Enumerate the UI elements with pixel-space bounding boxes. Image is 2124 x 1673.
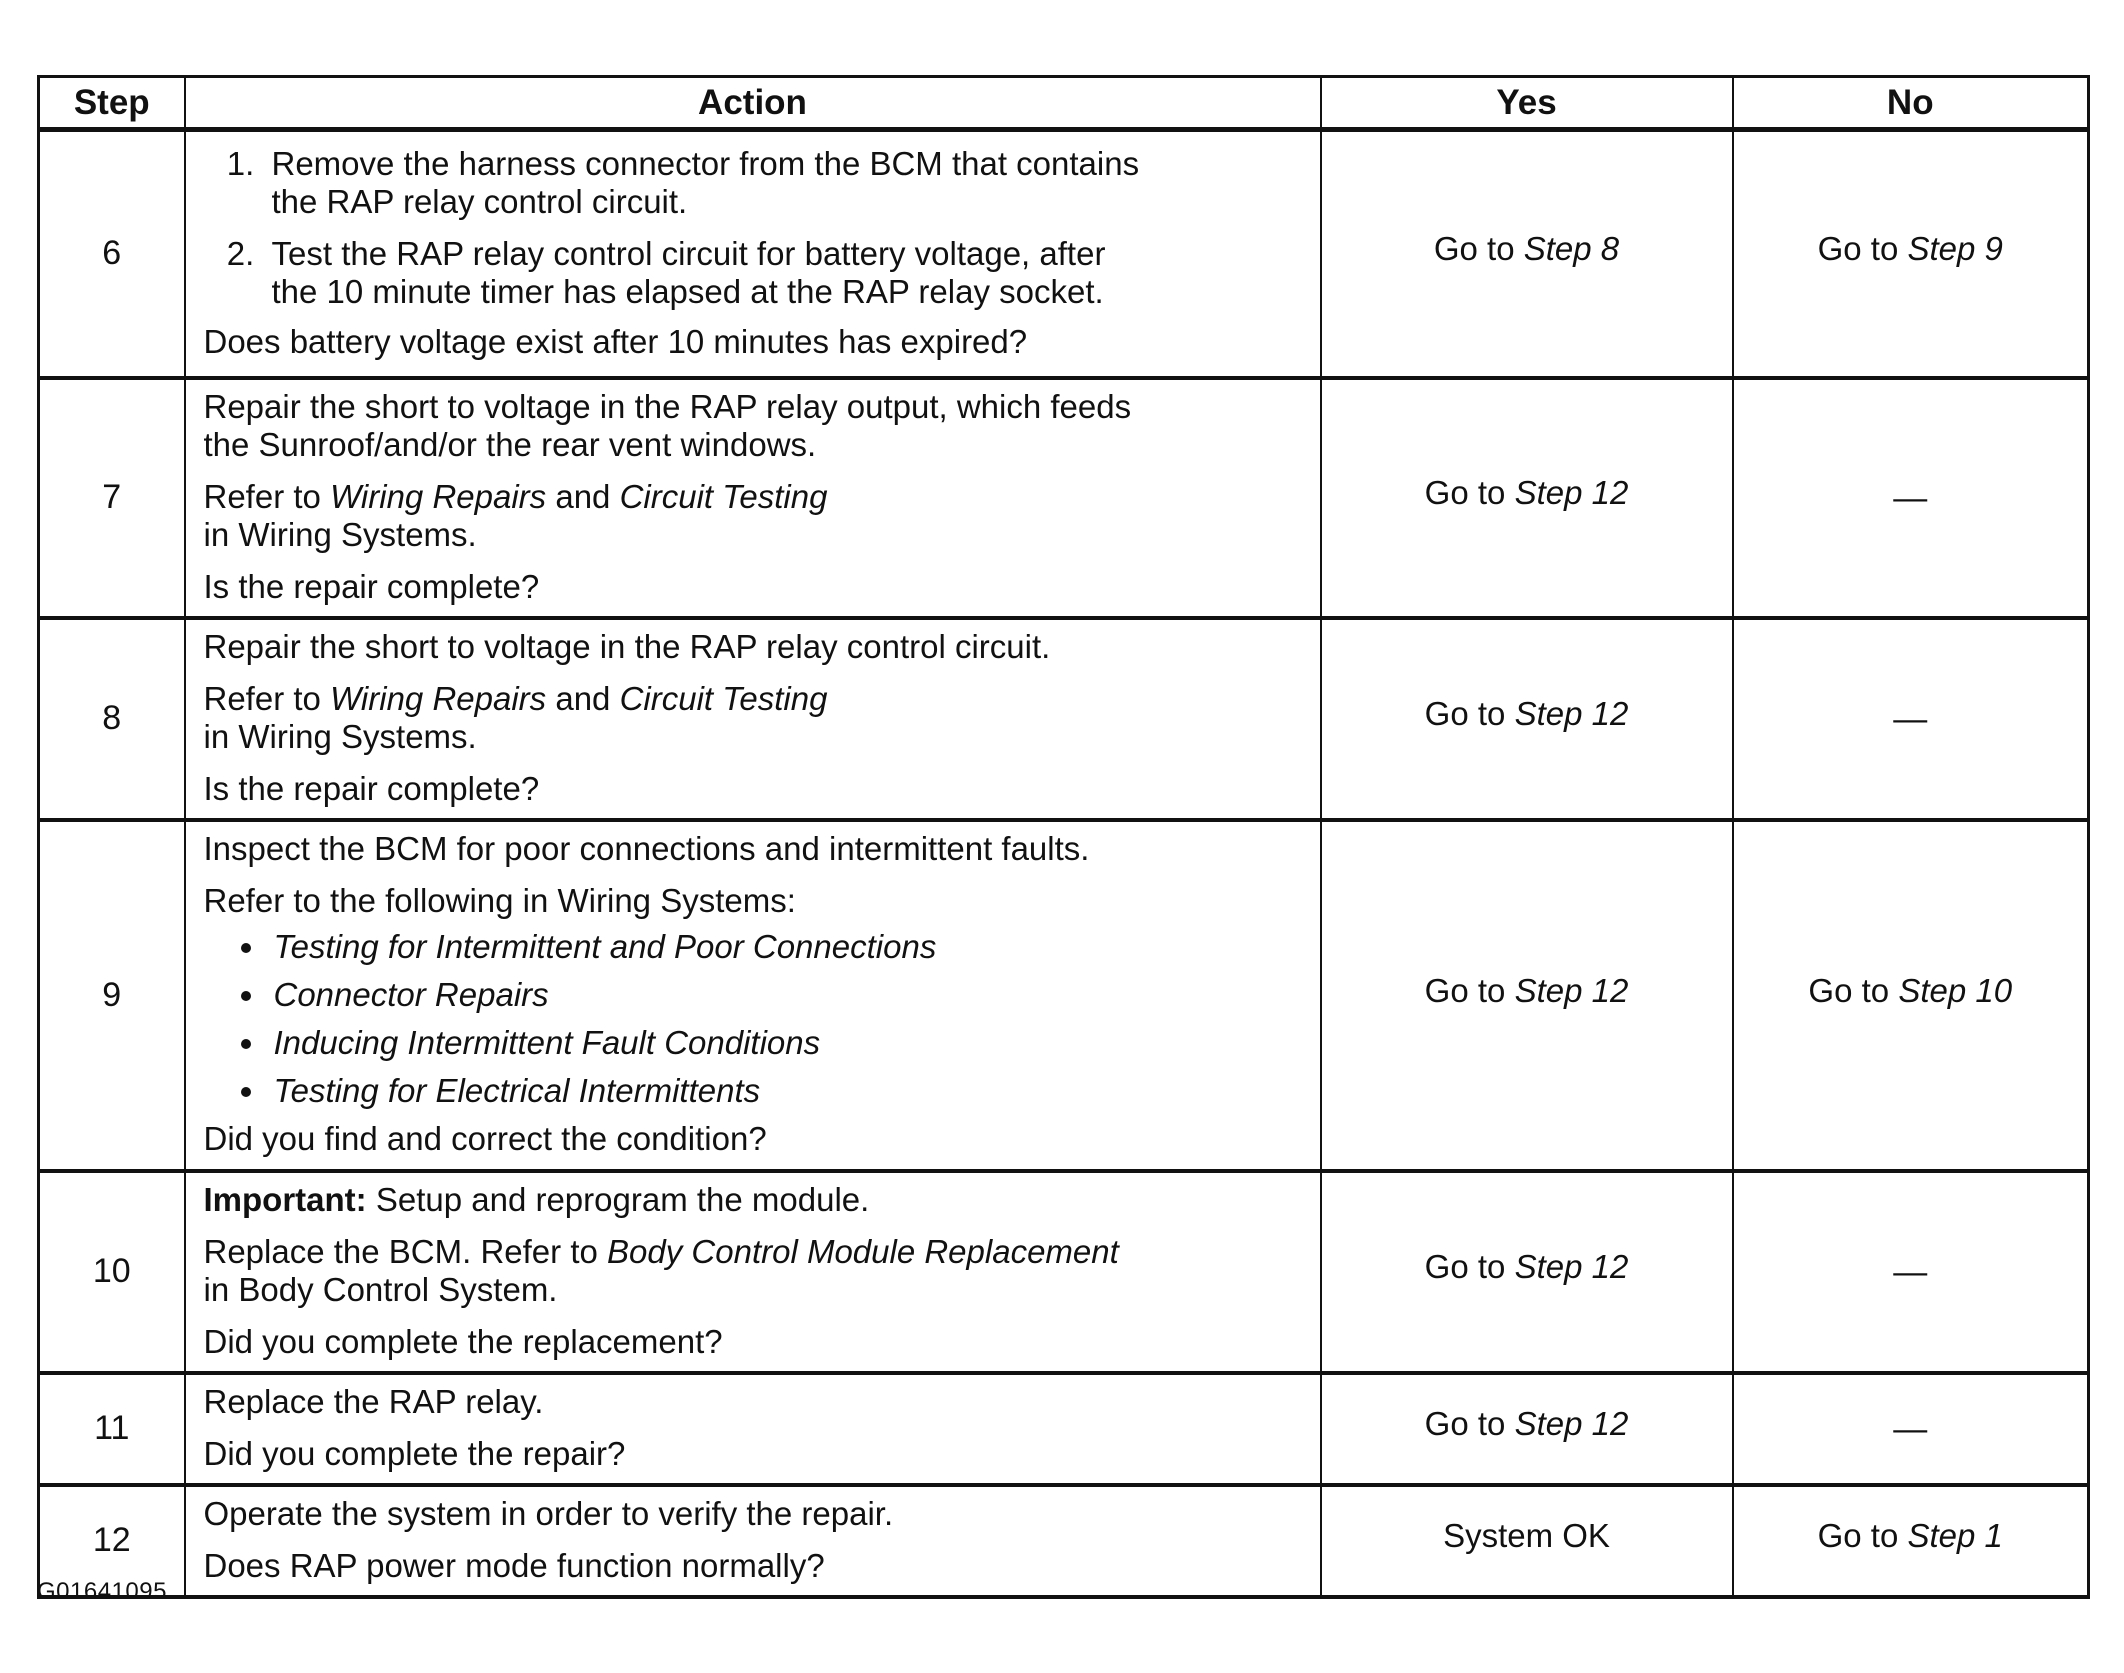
yes-cell: System OK [1321, 1485, 1733, 1597]
question-text: Does RAP power mode function normally? [203, 1546, 825, 1584]
action-text: Operate the system in order to verify the repair. [203, 1494, 894, 1532]
step-number: 9 [39, 820, 185, 1171]
list-text: Test the RAP relay control circuit for battery voltage, after [271, 234, 1106, 272]
reference-title: Body Control Module Replacement [607, 1232, 1119, 1270]
reference-text [204, 478, 1300, 516]
question-text: Did you complete the replacement? [203, 1322, 723, 1360]
yes-cell [1321, 1171, 1733, 1373]
numbered-list [204, 145, 1300, 311]
list-text: the RAP relay control circuit. [271, 182, 688, 220]
reference-title: Wiring Repairs [330, 679, 547, 717]
no-step-link: Step 9 [1907, 230, 2003, 268]
yes-prefix: Go to [1424, 474, 1515, 511]
yes-step-link: Step 12 [1514, 695, 1629, 732]
yes-cell [1321, 618, 1733, 820]
reference-location: in Body Control System. [203, 1270, 558, 1308]
yes-prefix: Go to [1424, 1248, 1515, 1285]
important-text: Setup and reprogram the module. [366, 1180, 870, 1218]
table-row-step-8 [39, 618, 2089, 820]
reference-title: Wiring Repairs [330, 477, 547, 515]
list-text: Remove the harness connector from the BCM that contains [271, 144, 1140, 182]
table-row-step-6 [39, 130, 2089, 378]
table-row-step-9 [39, 820, 2089, 1171]
figure-id: G01641095 [37, 1578, 167, 1605]
header-yes: Yes [1321, 77, 1733, 130]
question-text: Does battery voltage exist after 10 minutes has expired? [203, 322, 1028, 360]
action-line: the Sunroof/and/or the rear vent windows. [203, 425, 817, 463]
table-row-step-11 [39, 1373, 2089, 1485]
reference-text [204, 1233, 1300, 1271]
no-prefix: Go to [1817, 1517, 1908, 1554]
no-step-link: Step 10 [1898, 971, 2013, 1009]
reference-list [204, 928, 1300, 1110]
list-item [264, 235, 1300, 311]
step-number: 6 [39, 130, 185, 378]
action-text: Replace the RAP relay. [203, 1382, 544, 1420]
conjunction: and [546, 679, 620, 717]
reference-title: Circuit Testing [619, 477, 828, 515]
question-text: Is the repair complete? [203, 769, 540, 807]
list-text: the 10 minute timer has elapsed at the RAP relay socket. [271, 272, 1104, 310]
no-prefix: Go to [1817, 230, 1908, 268]
yes-step-link: Step 12 [1514, 474, 1629, 511]
header-step: Step [39, 77, 185, 130]
reference-list-item: • Inducing Intermittent Fault Conditions [268, 1024, 1300, 1062]
yes-cell [1321, 130, 1733, 378]
no-cell [1733, 820, 2089, 1171]
step-number: 7 [39, 378, 185, 618]
header-no: No [1733, 77, 2089, 130]
no-prefix: Go to [1808, 971, 1899, 1009]
step-number: 8 [39, 618, 185, 820]
no-cell: — [1733, 618, 2089, 820]
action-cell [185, 1485, 1321, 1597]
action-line: Repair the short to voltage in the RAP relay output, which feeds [203, 387, 1132, 425]
important-label: Important: [203, 1180, 367, 1218]
yes-step-link: Step 12 [1514, 1405, 1629, 1442]
step-number: 12 [39, 1485, 185, 1597]
yes-prefix: Go to [1424, 971, 1515, 1009]
table-row-step-7 [39, 378, 2089, 618]
reference-intro: Refer to the following in Wiring Systems: [203, 882, 796, 919]
yes-prefix: Go to [1424, 695, 1515, 732]
action-cell [185, 1171, 1321, 1373]
action-cell [185, 130, 1321, 378]
reference-text [204, 680, 1300, 718]
reference-location: in Wiring Systems. [203, 515, 477, 553]
question-text: Did you find and correct the condition? [203, 1120, 767, 1157]
yes-step-link: Step 12 [1514, 971, 1629, 1009]
action-cell [185, 378, 1321, 618]
yes-prefix: Go to [1433, 230, 1524, 268]
yes-step-link: Step 12 [1514, 1248, 1629, 1285]
header-action: Action [185, 77, 1321, 130]
action-cell [185, 820, 1321, 1171]
no-cell: — [1733, 378, 2089, 618]
reference-list-item: • Testing for Electrical Intermittents [268, 1072, 1300, 1110]
action-cell [185, 1373, 1321, 1485]
no-cell: — [1733, 1373, 2089, 1485]
question-text: Did you complete the repair? [203, 1434, 626, 1472]
important-note [204, 1181, 1300, 1219]
action-cell [185, 618, 1321, 820]
reference-title: Circuit Testing [619, 679, 828, 717]
question-text: Is the repair complete? [203, 567, 540, 605]
action-text [204, 388, 1300, 464]
header-row [39, 77, 2089, 130]
no-step-link: Step 1 [1907, 1517, 2003, 1554]
yes-step-link: Step 8 [1523, 230, 1620, 268]
yes-cell [1321, 378, 1733, 618]
reference-location: in Wiring Systems. [203, 717, 477, 755]
action-text: Repair the short to voltage in the RAP relay control circuit. [203, 627, 1051, 665]
yes-prefix: Go to [1424, 1405, 1515, 1442]
no-cell: — [1733, 1171, 2089, 1373]
conjunction: and [546, 477, 620, 515]
refer-label: Refer to [203, 477, 331, 515]
reference-list-item: • Connector Repairs [268, 976, 1300, 1014]
list-item [264, 145, 1300, 221]
table-row-step-12 [39, 1485, 2089, 1597]
table-row-step-10 [39, 1171, 2089, 1373]
no-cell [1733, 1485, 2089, 1597]
step-number: 10 [39, 1171, 185, 1373]
no-cell [1733, 130, 2089, 378]
refer-label: Refer to [203, 679, 331, 717]
refer-label: Replace the BCM. Refer to [203, 1232, 608, 1270]
reference-list-item: • Testing for Intermittent and Poor Connections [268, 928, 1300, 966]
yes-cell [1321, 1373, 1733, 1485]
step-number: 11 [39, 1373, 185, 1485]
yes-cell [1321, 820, 1733, 1171]
action-text: Inspect the BCM for poor connections and intermittent faults. [203, 830, 1090, 867]
diagnostic-table [37, 75, 2090, 1599]
